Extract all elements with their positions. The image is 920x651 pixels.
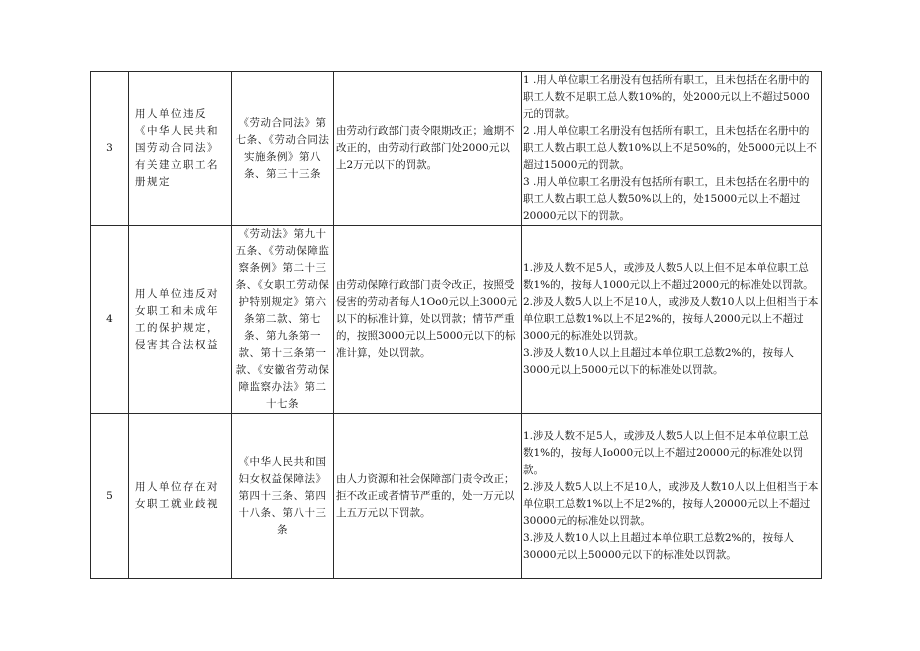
row-number: 5 — [91, 414, 129, 579]
penalty-standards-table — [90, 71, 822, 579]
legal-basis-cell: 《中华人民共和国妇女权益保障法》第四十三条、第四十八条、第八十三条 — [232, 414, 334, 579]
row-number: 4 — [91, 226, 129, 414]
standard-item: 1 .用人单位职工名册没有包括所有职工，且未包括在名册中的职工人数不足职工总人数10%的，处2000元以上不超过5000元的罚款。 — [523, 74, 810, 120]
standard-cell — [522, 226, 822, 414]
standard-cell — [522, 72, 822, 226]
standard-item: 2.涉及人数5人以上不足10人，或涉及人数10人以上但相当于本单位职工总数1%以上不足2%的，按每人20000元以上不超过30000元的标准处以罚款。 — [523, 481, 819, 527]
violation-cell: 用人单位违反《中华人民共和国劳动合同法》有关建立职工名册规定 — [129, 72, 232, 226]
table-row — [91, 72, 822, 226]
standard-item: 3.涉及人数10人以上且超过本单位职工总数2%的，按每人3000元以上5000元以下的标准处以罚款。 — [523, 347, 795, 376]
table-row — [91, 226, 822, 414]
violation-cell: 用人单位存在对女职工就业歧视 — [129, 414, 232, 579]
standard-item: 3.涉及人数10人以上且超过本单位职工总数2%的，按每人30000元以上50000元以下的标准处以罚款。 — [523, 532, 795, 561]
standard-item: 2 .用人单位职工名册没有包括所有职工，且未包括在名册中的职工人数占职工总人数10%以上不足50%的，处5000元以上不超过15000元的罚款。 — [523, 125, 817, 171]
legal-basis-cell: 《劳动法》第九十五条、《劳动保障监察条例》第二十三条、《女职工劳动保护特别规定》第六条第二款、第七条、第九条第一款、第十三条第一款、《安徽省劳动保障监察办法》第二十七条 — [232, 226, 334, 414]
violation-cell: 用人单位违反对女职工和未成年工的保护规定，侵害其合法权益 — [129, 226, 232, 414]
penalty-cell: 由劳动行政部门责令限期改正；逾期不改正的，由劳动行政部门处2000元以上2万元以下的罚款。 — [334, 72, 522, 226]
table-row — [91, 414, 822, 579]
standard-item: 3 .用人单位职工名册没有包括所有职工，且未包括在名册中的职工人数占职工总人数50%以上的，处15000元以上不超过20000元以下的罚款。 — [523, 176, 810, 222]
standard-item: 2.涉及人数5人以上不足10人，或涉及人数10人以上但相当于本单位职工总数1%以上不足2%的，按每人2000元以上不超过3000元的标准处以罚款。 — [523, 296, 819, 342]
penalty-cell: 由劳动保障行政部门责令改正，按照受侵害的劳动者每人1Oo0元以上3000元以下的标准计算，处以罚款；情节严重的，按照3000元以上5000元以下的标准计算，处以罚款。 — [334, 226, 522, 414]
penalty-cell: 由人力资源和社会保障部门责令改正；拒不改正或者情节严重的，处一万元以上五万元以下罚款。 — [334, 414, 522, 579]
standard-cell — [522, 414, 822, 579]
standard-item: 1.涉及人数不足5人，或涉及人数5人以上但不足本单位职工总数1%的，按每人1000元以上不超过2000元的标准处以罚款。 — [523, 262, 814, 291]
row-number: 3 — [91, 72, 129, 226]
standard-item: 1.涉及人数不足5人，或涉及人数5人以上但不足本单位职工总数1%的，按每人Io000元以上不超过20000元的标准处以罚款。 — [523, 430, 809, 476]
legal-basis-cell: 《劳动合同法》第七条、《劳动合同法实施条例》第八条、第三十三条 — [232, 72, 334, 226]
